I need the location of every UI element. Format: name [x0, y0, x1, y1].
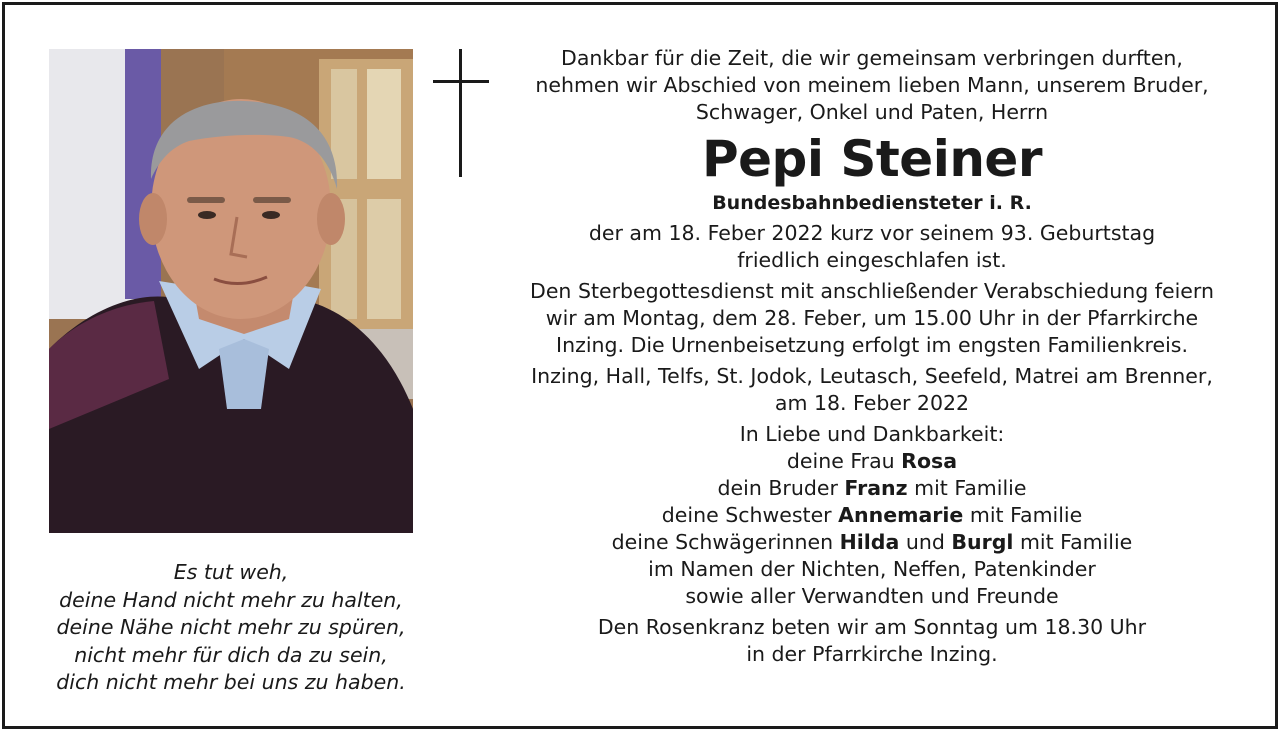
mourner-sisters-in-law: deine Schwägerinnen Hilda und Burgl mit Familie [611, 530, 1133, 554]
rosary-line: in der Pfarrkirche Inzing. [746, 642, 998, 666]
deceased-name: Pepi Steiner [701, 130, 1043, 188]
funeral-line: Den Sterbegottesdienst mit anschließender Verabschiedung feiern [530, 279, 1214, 303]
poem-line: Es tut weh, [173, 560, 289, 584]
poem-line: deine Hand nicht mehr zu halten, [59, 587, 403, 612]
mourner-brother: dein Bruder Franz mit Familie [717, 476, 1027, 500]
poem-line: deine Nähe nicht mehr zu spüren, [56, 615, 406, 639]
mourners-heading: In Liebe und Dankbarkeit: [739, 422, 1005, 446]
poem-line: dich nicht mehr bei uns zu haben. [56, 670, 406, 694]
place-date-line: Inzing, Hall, Telfs, St. Jodok, Leutasch, Seefeld, Matrei am Brenner, [531, 364, 1213, 388]
cross-icon [433, 49, 489, 179]
mourner-relatives: sowie aller Verwandten und Freunde [685, 584, 1059, 608]
obituary-card [2, 2, 1278, 729]
mourner-wife: deine Frau Rosa [786, 449, 958, 473]
rosary-line: Den Rosenkranz beten wir am Sonntag um 18.30 Uhr [597, 615, 1147, 639]
death-line: friedlich eingeschlafen ist. [737, 248, 1007, 272]
intro-line: Dankbar für die Zeit, die wir gemeinsam verbringen durften, [561, 46, 1183, 70]
funeral-line: wir am Montag, dem 28. Feber, um 15.00 Uhr in der Pfarrkirche [545, 306, 1199, 330]
obituary-text [499, 45, 1245, 668]
mourner-relatives: im Namen der Nichten, Neffen, Patenkinder [648, 557, 1096, 581]
funeral-line: Inzing. Die Urnenbeisetzung erfolgt im engsten Familienkreis. [556, 333, 1188, 357]
poem [25, 559, 437, 697]
death-line: der am 18. Feber 2022 kurz vor seinem 93. Geburtstag [588, 221, 1156, 245]
intro-line: Schwager, Onkel und Paten, Herrn [695, 100, 1049, 124]
deceased-title: Bundesbahnbediensteter i. R. [712, 192, 1032, 214]
mourner-sister: deine Schwester Annemarie mit Familie [661, 503, 1083, 527]
place-date-line: am 18. Feber 2022 [774, 391, 970, 415]
intro-line: nehmen wir Abschied von meinem lieben Mann, unserem Bruder, [535, 73, 1209, 97]
poem-line: nicht mehr für dich da zu sein, [74, 642, 388, 667]
portrait-illustration [49, 49, 413, 533]
portrait-photo [49, 49, 413, 533]
